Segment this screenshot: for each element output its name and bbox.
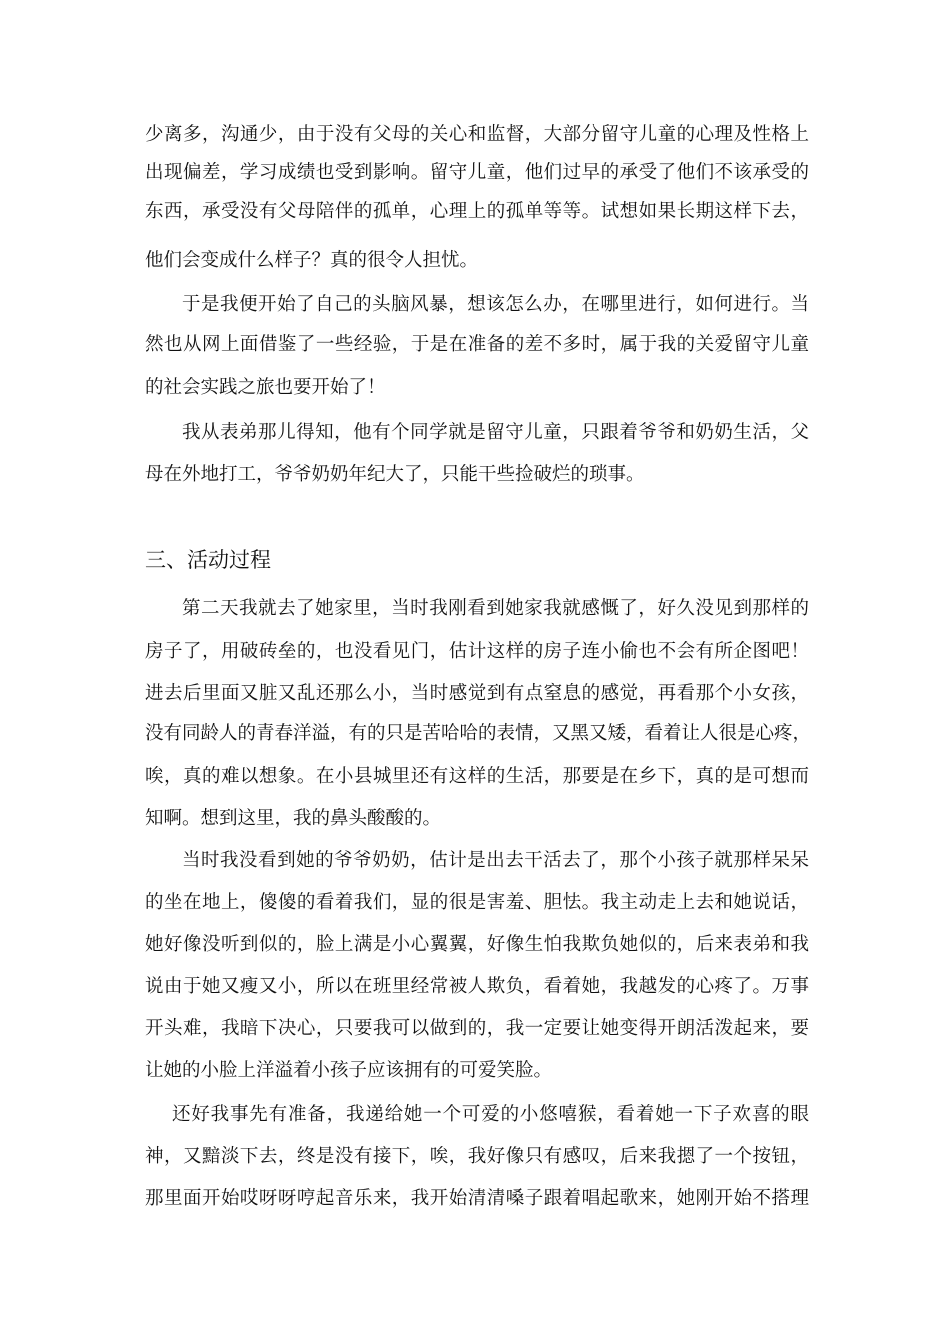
paragraph-line: 然也从网上面借鉴了一些经验，于是在准备的差不多时，属于我的关爱留守儿童 — [145, 334, 809, 355]
paragraph-line: 的社会实践之旅也要开始了！ — [145, 377, 386, 398]
paragraph-line: 第二天我就去了她家里，当时我刚看到她家我就感慨了，好久没见到那样的 — [182, 598, 809, 619]
paragraph-line: 知啊。想到这里，我的鼻头酸酸的。 — [145, 808, 442, 829]
paragraph-line: 进去后里面又脏又乱还那么小，当时感觉到有点窒息的感觉，再看那个小女孩， — [145, 683, 809, 704]
paragraph-line: 唉，真的难以想象。在小县城里还有这样的生活，那要是在乡下，真的是可想而 — [145, 766, 809, 787]
paragraph-line: 当时我没看到她的爷爷奶奶，估计是出去干活去了，那个小孩子就那样呆呆 — [182, 850, 809, 871]
paragraph-line: 的坐在地上，傻傻的看着我们，显的很是害羞、胆怯。我主动走上去和她说话， — [145, 892, 809, 913]
paragraph-line: 还好我事先有准备，我递给她一个可爱的小悠嘻猴，看着她一下子欢喜的眼 — [172, 1104, 809, 1125]
paragraph-line: 她好像没听到似的，脸上满是小心翼翼，好像生怕我欺负她似的，后来表弟和我 — [145, 934, 809, 955]
paragraph-line: 房子了，用破砖垒的，也没看见门，估计这样的房子连小偷也不会有所企图吧！ — [145, 641, 809, 662]
section-heading: 三、活动过程 — [145, 548, 271, 572]
paragraph-line: 出现偏差，学习成绩也受到影响。留守儿童，他们过早的承受了他们不该承受的 — [145, 162, 809, 183]
paragraph-line: 那里面开始哎呀呀哼起音乐来，我开始清清嗓子跟着唱起歌来，她刚开始不搭理 — [145, 1188, 809, 1209]
paragraph-line: 东西，承受没有父母陪伴的孤单，心理上的孤单等等。试想如果长期这样下去， — [145, 201, 809, 222]
paragraph-line: 他们会变成什么样子？真的很令人担忧。 — [145, 250, 479, 271]
paragraph-line: 没有同龄人的青春洋溢，有的只是苦哈哈的表情，又黑又矮，看着让人很是心疼， — [145, 723, 812, 744]
paragraph-line: 我从表弟那儿得知，他有个同学就是留守儿童，只跟着爷爷和奶奶生活，父 — [182, 422, 809, 443]
paragraph-line: 开头难，我暗下决心，只要我可以做到的，我一定要让她变得开朗活泼起来，要 — [145, 1018, 809, 1039]
paragraph-line: 让她的小脸上洋溢着小孩子应该拥有的可爱笑脸。 — [145, 1060, 553, 1081]
paragraph-line: 神，又黯淡下去，终是没有接下，唉，我好像只有感叹，后来我摁了一个按钮， — [145, 1146, 809, 1167]
paragraph-line: 少离多，沟通少，由于没有父母的关心和监督，大部分留守儿童的心理及性格上 — [145, 124, 809, 145]
paragraph-line: 说由于她又瘦又小，所以在班里经常被人欺负，看着她，我越发的心疼了。万事 — [145, 976, 809, 997]
paragraph-line: 于是我便开始了自己的头脑风暴，想该怎么办，在哪里进行，如何进行。当 — [182, 294, 809, 315]
paragraph-line: 母在外地打工，爷爷奶奶年纪大了，只能干些捡破烂的琐事。 — [145, 464, 645, 485]
